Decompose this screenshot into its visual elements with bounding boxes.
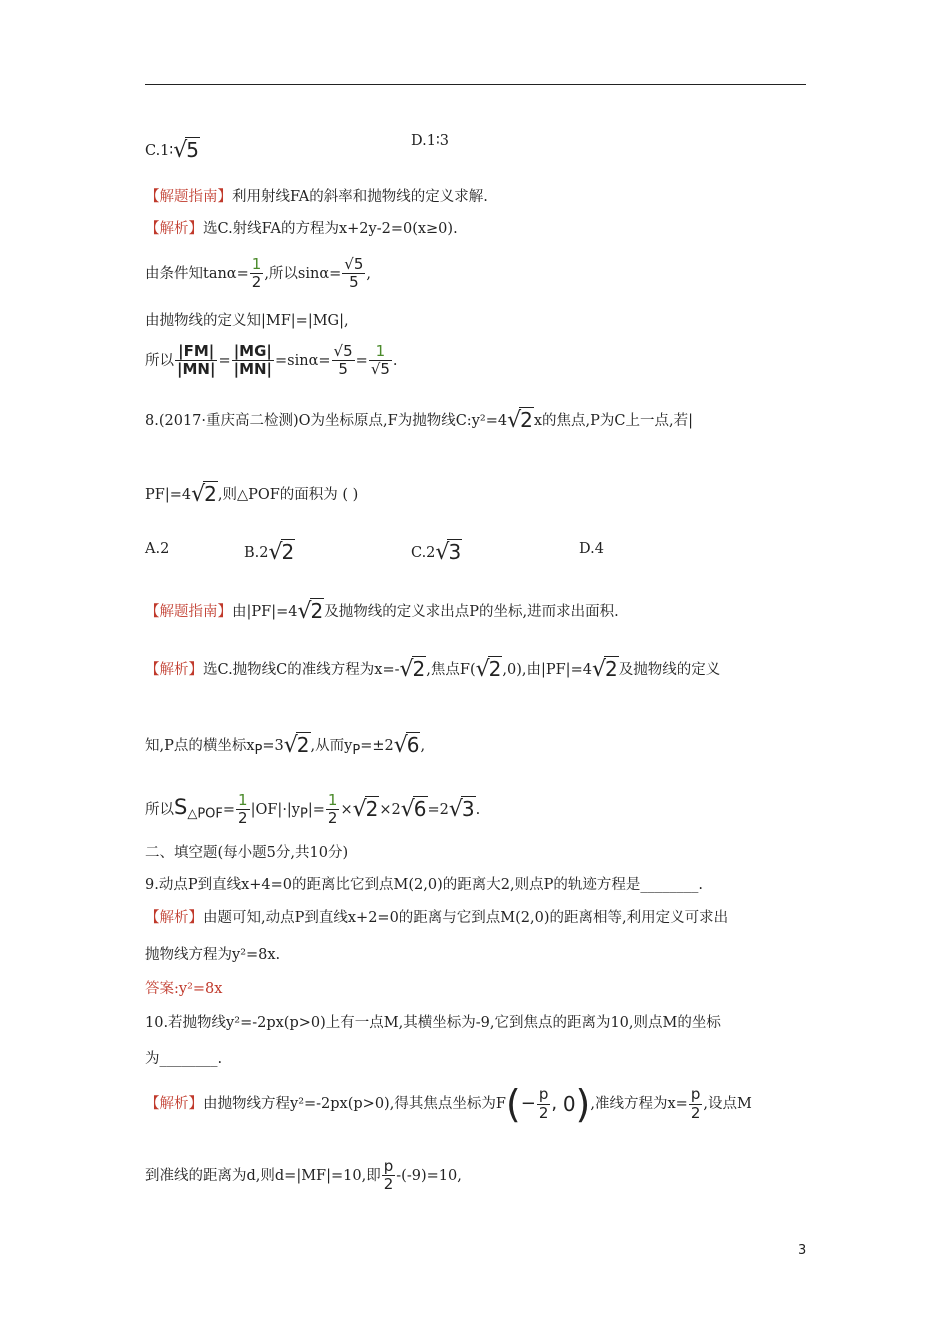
guide-7: 【解题指南】利用射线FA的斜率和抛物线的定义求解. [145,189,488,205]
question-10-cont: 为________. [145,1051,223,1067]
condition-line: 由条件知tanα= $\frac{1}{2}$ ,所以sinα= $\frac{√5}{5}$ , [145,255,371,292]
option-b-8: B.2√2 [244,540,295,565]
option-c-7: C.1∶√5 [145,138,199,163]
option-d-8: D.4 [579,541,604,557]
area-line: 所以$S_{\triangle POF}=$ $\frac{1}{2}$ $|OF|\cdot|y_P|=$ $\frac{1}{2}$ ×√2×2√6=2√3. [145,791,481,828]
question-10: 10.若抛物线y²=-2px(p>0)上有一点M,其横坐标为-9,它到焦点的距离为10,则点M的坐标 [145,1015,721,1031]
solution-8: 【解析】选C.抛物线C的准线方程为x=-√2,焦点F(√2,0),由|PF|=4√2及抛物线的定义 [145,657,721,682]
question-8-cont: PF|=4√2,则△POF的面积为 ( ) [145,482,359,507]
solution-10: 【解析】由抛物线方程y²=-2px(p>0),得其焦点坐标为F(− $\frac{p}{2}$ , 0),准线方程为x= $\frac{p}{2}$ ,设点M [145,1082,752,1126]
page-number: 3 [798,1243,807,1258]
ratio-line: 所以 $\frac{|FM|}{|MN|}$ = $\frac{|MG|}{|MN|}$ =sinα= $\frac{√5}{5}$ = $\frac{1}{√5}$ . [145,342,398,379]
solution-9: 【解析】由题可知,动点P到直线x+2=0的距离与它到点M(2,0)的距离相等,利用定义可求出 [145,910,729,926]
answer-9: 答案:y²=8x [145,981,223,997]
option-c-8: C.2√3 [411,540,462,565]
header-rule [145,84,806,85]
option-d-7: D.1∶3 [411,133,449,149]
section-heading: 二、填空题(每小题5分,共10分) [145,845,349,861]
question-9: 9.动点P到直线x+4=0的距离比它到点M(2,0)的距离大2,则点P的轨迹方程是________. [145,877,703,893]
solution-10-cont: 到准线的距离为d,则d=|MF|=10,即 $\frac{p}{2}$ -(-9)=10, [145,1157,462,1194]
solution-8-cont: 知,P点的横坐标$x_P=3√2$,从而$y_P=\pm 2√6$, [145,733,426,758]
option-a-8: A.2 [145,541,170,557]
solution-9-cont: 抛物线方程为y²=8x. [145,947,281,963]
definition-line: 由抛物线的定义知|MF|=|MG|, [145,313,349,329]
solution-7: 【解析】选C.射线FA的方程为x+2y-2=0(x≥0). [145,221,458,237]
question-8: 8.(2017·重庆高二检测)O为坐标原点,F为抛物线C:y²=4√2x的焦点,P为C上一点,若| [145,408,693,433]
guide-8: 【解题指南】由|PF|=4√2及抛物线的定义求出点P的坐标,进而求出面积. [145,599,619,624]
